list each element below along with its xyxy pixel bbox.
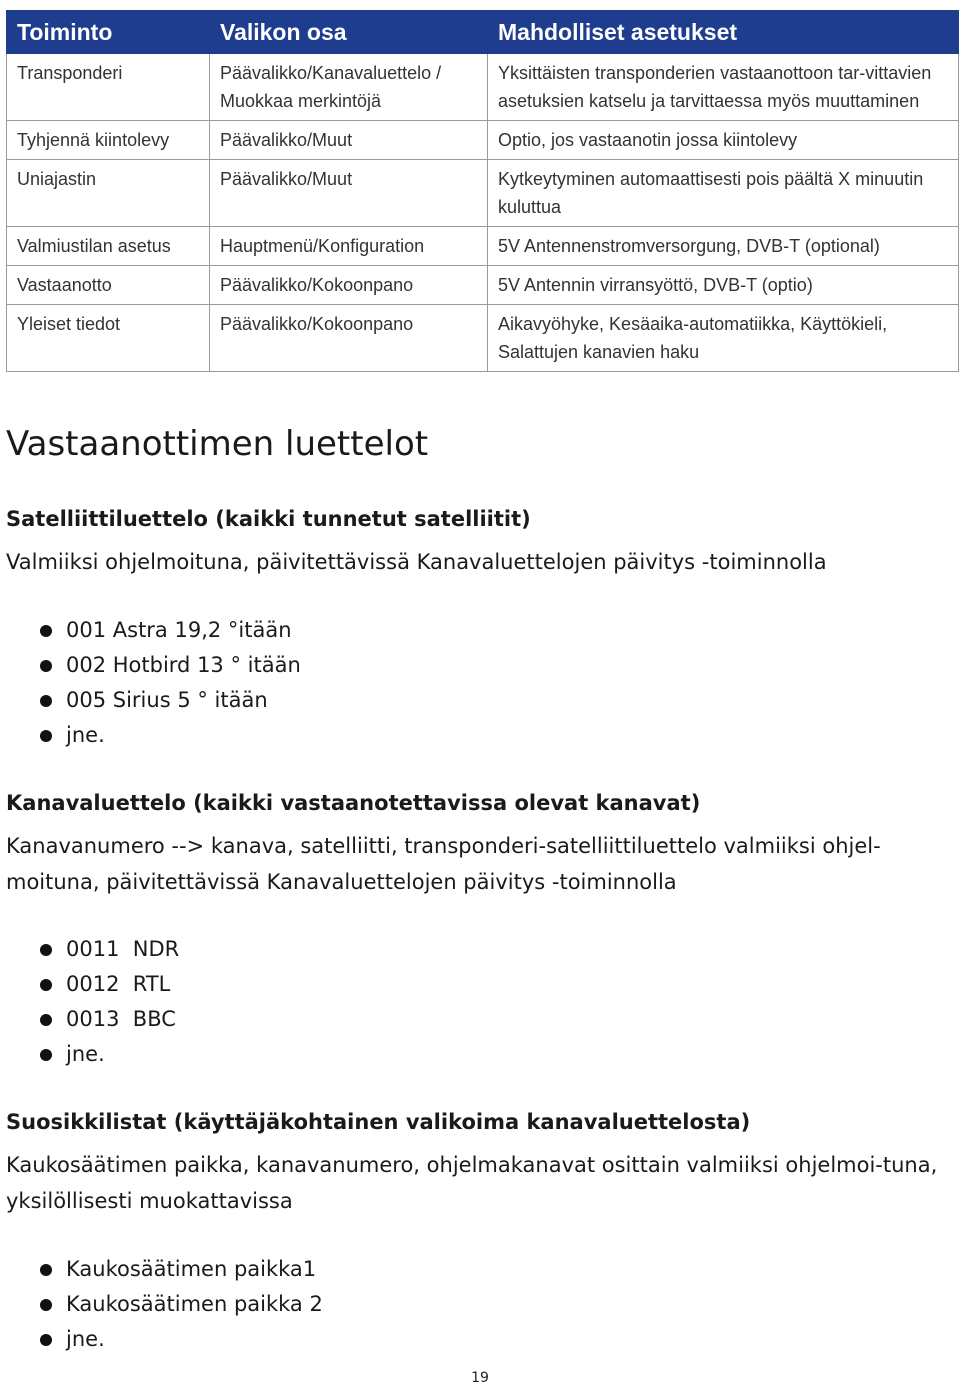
table-row: [7, 54, 959, 121]
bullet-icon: [40, 660, 52, 672]
list-item: [40, 648, 301, 683]
list-item-text: jne.: [66, 723, 105, 747]
table-row: [7, 305, 959, 372]
table-cell: Yleiset tiedot: [7, 305, 210, 372]
list-item-text: 0013 BBC: [66, 1007, 176, 1031]
table-cell: 5V Antennin virransyöttö, DVB-T (optio): [488, 266, 959, 305]
table-row: [7, 121, 959, 160]
column-header: Toiminto: [7, 11, 210, 54]
table-cell: Optio, jos vastaanotin jossa kiintolevy: [488, 121, 959, 160]
list-item: [40, 932, 179, 967]
list-item: [40, 967, 179, 1002]
column-header: Valikon osa: [210, 11, 488, 54]
channel-bullet-list: [40, 932, 179, 1072]
list-item: [40, 683, 301, 718]
section-text: Valmiiksi ohjelmoituna, päivitettävissä Kanavaluettelojen päivitys -toiminnolla: [6, 550, 827, 574]
page-number: 19: [471, 1370, 489, 1386]
list-item: [40, 1252, 323, 1287]
section-text: Kaukosäätimen paikka, kanavanumero, ohjelmakanavat osittain valmiiksi ohjelmoi-tuna, yksilöllisesti muokattavissa: [6, 1153, 938, 1213]
section-title: Suosikkilistat (käyttäjäkohtainen valikoima kanavaluettelosta): [6, 1110, 751, 1134]
bullet-icon: [40, 730, 52, 742]
list-item-text: Kaukosäätimen paikka 2: [66, 1292, 323, 1316]
favourites-section: [6, 1107, 956, 1219]
list-item-text: jne.: [66, 1327, 105, 1351]
table-cell: Vastaanotto: [7, 266, 210, 305]
bullet-icon: [40, 979, 52, 991]
bullet-icon: [40, 1049, 52, 1061]
settings-table: [6, 10, 959, 372]
bullet-icon: [40, 625, 52, 637]
table-cell: Päävalikko/Kokoonpano: [210, 266, 488, 305]
list-item: [40, 718, 301, 753]
table-cell: Kytkeytyminen automaattisesti pois päältä X minuutin kuluttua: [488, 160, 959, 227]
table-cell: Aikavyöhyke, Kesäaika-automatiikka, Käyttökieli, Salattujen kanavien haku: [488, 305, 959, 372]
table-cell: 5V Antennenstromversorgung, DVB-T (optional): [488, 227, 959, 266]
table-row: [7, 160, 959, 227]
section-text: Kanavanumero --> kanava, satelliitti, transponderi-satelliittiluettelo valmiiksi ohjel-moituna, päivitettävissä Kanavaluettelojen päivitys -toiminnolla: [6, 834, 881, 894]
list-item-text: 005 Sirius 5 ° itään: [66, 688, 268, 712]
table-header-row: [7, 11, 959, 54]
list-item-text: 0011 NDR: [66, 937, 180, 961]
list-item-text: 0012 RTL: [66, 972, 171, 996]
column-header: Mahdolliset asetukset: [488, 11, 959, 54]
list-item-text: Kaukosäätimen paikka1: [66, 1257, 317, 1281]
table-cell: Tyhjennä kiintolevy: [7, 121, 210, 160]
bullet-icon: [40, 1334, 52, 1346]
bullet-icon: [40, 1264, 52, 1276]
section-title: Kanavaluettelo (kaikki vastaanotettavissa olevat kanavat): [6, 791, 701, 815]
list-item: [40, 613, 301, 648]
list-item-text: 002 Hotbird 13 ° itään: [66, 653, 301, 677]
table-cell: Hauptmenü/Konfiguration: [210, 227, 488, 266]
list-item: [40, 1037, 179, 1072]
table-cell: Päävalikko/Muut: [210, 121, 488, 160]
table-cell: Transponderi: [7, 54, 210, 121]
bullet-icon: [40, 944, 52, 956]
list-item: [40, 1322, 323, 1357]
table-cell: Yksittäisten transponderien vastaanottoon tar-vittavien asetuksien katselu ja tarvittaessa myös muuttaminen: [488, 54, 959, 121]
table-row: [7, 266, 959, 305]
list-item: [40, 1002, 179, 1037]
bullet-icon: [40, 1299, 52, 1311]
table-row: [7, 227, 959, 266]
table-cell: Päävalikko/Kokoonpano: [210, 305, 488, 372]
table-cell: Valmiustilan asetus: [7, 227, 210, 266]
channel-list-section: [6, 788, 956, 900]
table-cell: Päävalikko/Muut: [210, 160, 488, 227]
bullet-icon: [40, 1014, 52, 1026]
page-heading: Vastaanottimen luettelot: [6, 424, 429, 464]
bullet-icon: [40, 695, 52, 707]
favourites-bullet-list: [40, 1252, 323, 1357]
satellite-bullet-list: [40, 613, 301, 753]
list-item-text: jne.: [66, 1042, 105, 1066]
section-title: Satelliittiluettelo (kaikki tunnetut satelliitit): [6, 507, 531, 531]
table-cell: Päävalikko/Kanavaluettelo / Muokkaa merkintöjä: [210, 54, 488, 121]
list-item: [40, 1287, 323, 1322]
satellite-list-section: [6, 504, 956, 580]
table-cell: Uniajastin: [7, 160, 210, 227]
list-item-text: 001 Astra 19,2 °itään: [66, 618, 292, 642]
